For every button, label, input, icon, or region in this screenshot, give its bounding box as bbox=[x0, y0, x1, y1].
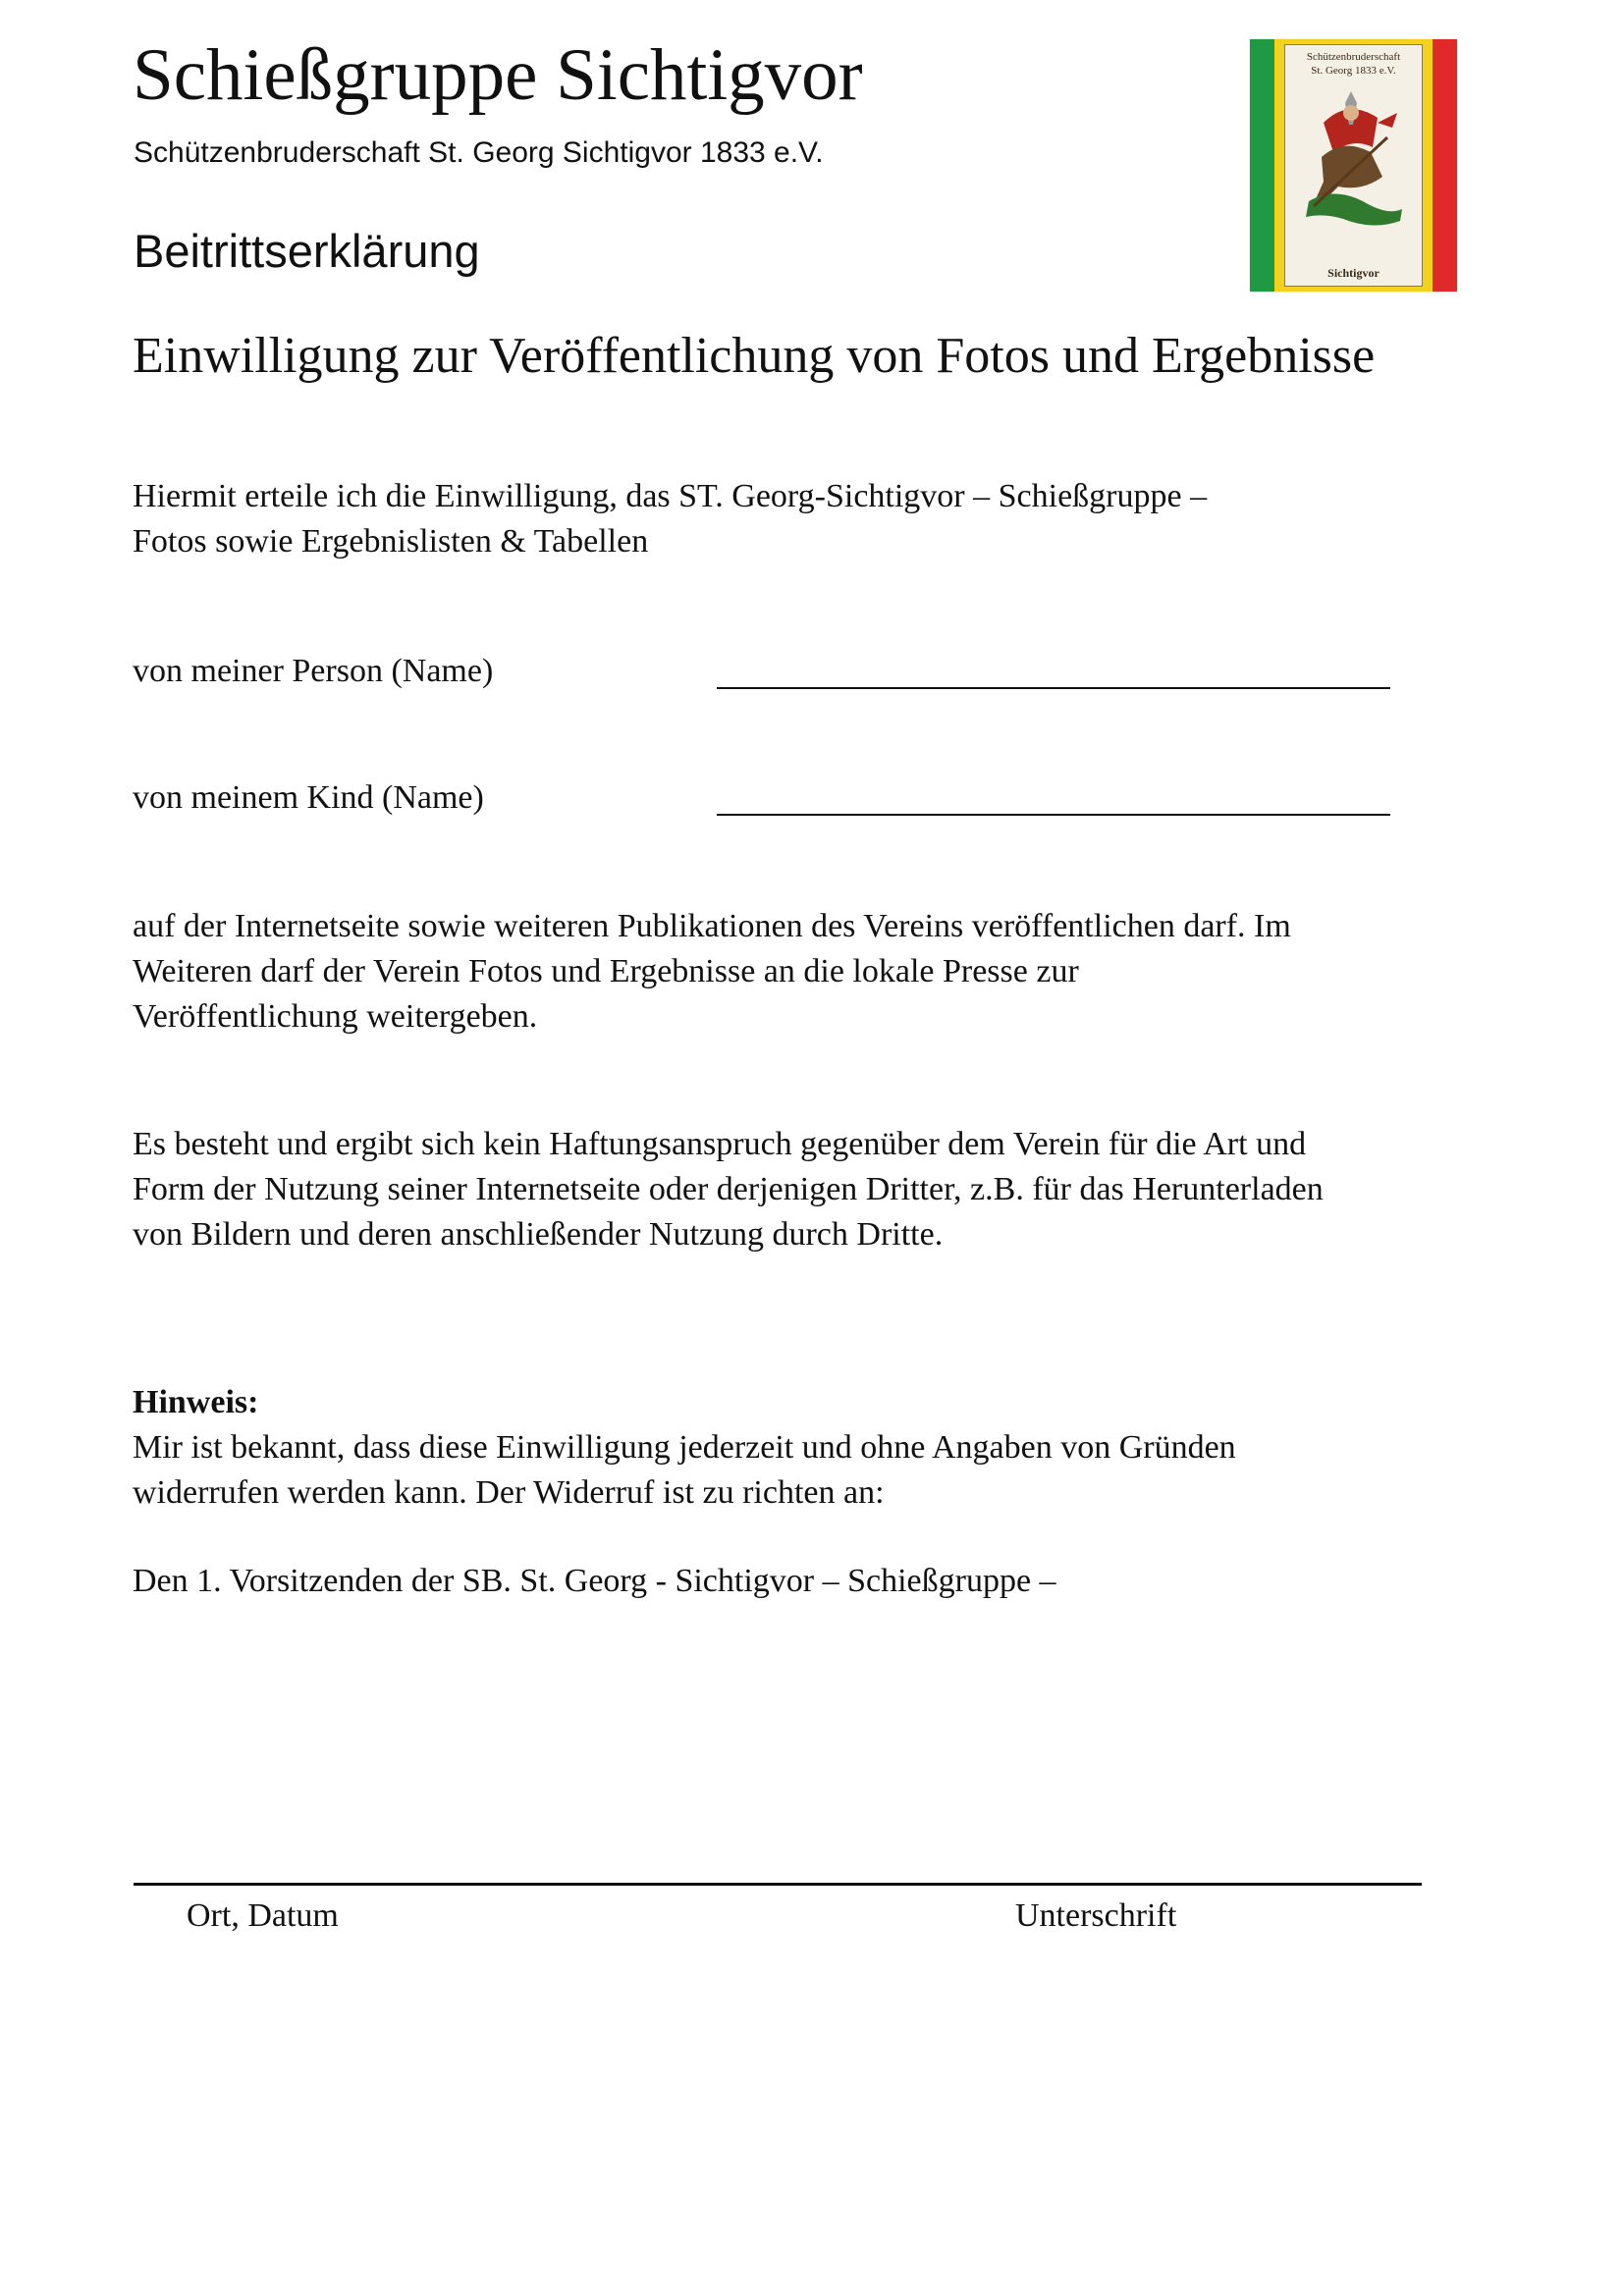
notice-recipient: Den 1. Vorsitzenden der SB. St. Georg - Sichtigvor – Schießgruppe – bbox=[133, 1563, 1056, 1599]
notice-title: Hinweis: bbox=[133, 1384, 259, 1420]
logo-green-band bbox=[1250, 39, 1274, 292]
saint-george-emblem-icon bbox=[1294, 83, 1412, 231]
notice-line-2: widerrufen werden kann. Der Widerruf ist zu richten an: bbox=[133, 1474, 885, 1511]
liability-paragraph bbox=[133, 1122, 1324, 1257]
liability-line-1: Es besteht und ergibt sich kein Haftungsanspruch gegenüber dem Verein für die Art und bbox=[133, 1126, 1307, 1162]
notice-section bbox=[133, 1380, 1236, 1604]
logo-red-band bbox=[1433, 39, 1457, 292]
logo-text-line1: Schützenbruderschaft bbox=[1306, 51, 1401, 64]
club-title: Schießgruppe Sichtigvor bbox=[133, 34, 863, 116]
place-date-label: Ort, Datum bbox=[187, 1897, 339, 1934]
signature-label: Unterschrift bbox=[1015, 1897, 1177, 1934]
person-name-label: von meiner Person (Name) bbox=[133, 653, 494, 689]
child-name-field[interactable] bbox=[717, 814, 1390, 816]
publication-line-3: Veröffentlichung weitergeben. bbox=[133, 998, 538, 1035]
intro-line-1: Hiermit erteile ich die Einwilligung, das ST. Georg-Sichtigvor – Schießgruppe – bbox=[133, 478, 1208, 514]
notice-line-1: Mir ist bekannt, dass diese Einwilligung jederzeit und ohne Angaben von Gründen bbox=[133, 1429, 1236, 1466]
publication-line-2: Weiteren darf der Verein Fotos und Ergebnisse an die lokale Presse zur bbox=[133, 953, 1079, 989]
logo-yellow-band bbox=[1274, 39, 1432, 292]
person-name-field[interactable] bbox=[717, 687, 1390, 689]
logo-text-line2: St. Georg 1833 e.V. bbox=[1311, 65, 1396, 78]
publication-paragraph bbox=[133, 904, 1291, 1040]
child-name-label: von meinem Kind (Name) bbox=[133, 779, 484, 816]
liability-line-2: Form der Nutzung seiner Internetseite oder derjenigen Dritter, z.B. für das Herunterladen bbox=[133, 1171, 1324, 1207]
logo-panel bbox=[1284, 44, 1423, 287]
club-logo bbox=[1250, 39, 1457, 292]
publication-line-1: auf der Internetseite sowie weiteren Publikationen des Vereins veröffentlichen darf. Im bbox=[133, 908, 1291, 944]
intro-line-2: Fotos sowie Ergebnislisten & Tabellen bbox=[133, 523, 649, 560]
consent-heading: Einwilligung zur Veröffentlichung von Fotos und Ergebnisse bbox=[133, 328, 1376, 384]
document-type: Beitrittserklärung bbox=[134, 225, 480, 277]
liability-line-3: von Bildern und deren anschließender Nutzung durch Dritte. bbox=[133, 1216, 944, 1253]
signature-line[interactable] bbox=[134, 1883, 1422, 1886]
intro-paragraph bbox=[133, 474, 1207, 564]
club-subtitle: Schützenbruderschaft St. Georg Sichtigvor 1833 e.V. bbox=[134, 136, 824, 169]
logo-place: Sichtigvor bbox=[1327, 265, 1380, 280]
